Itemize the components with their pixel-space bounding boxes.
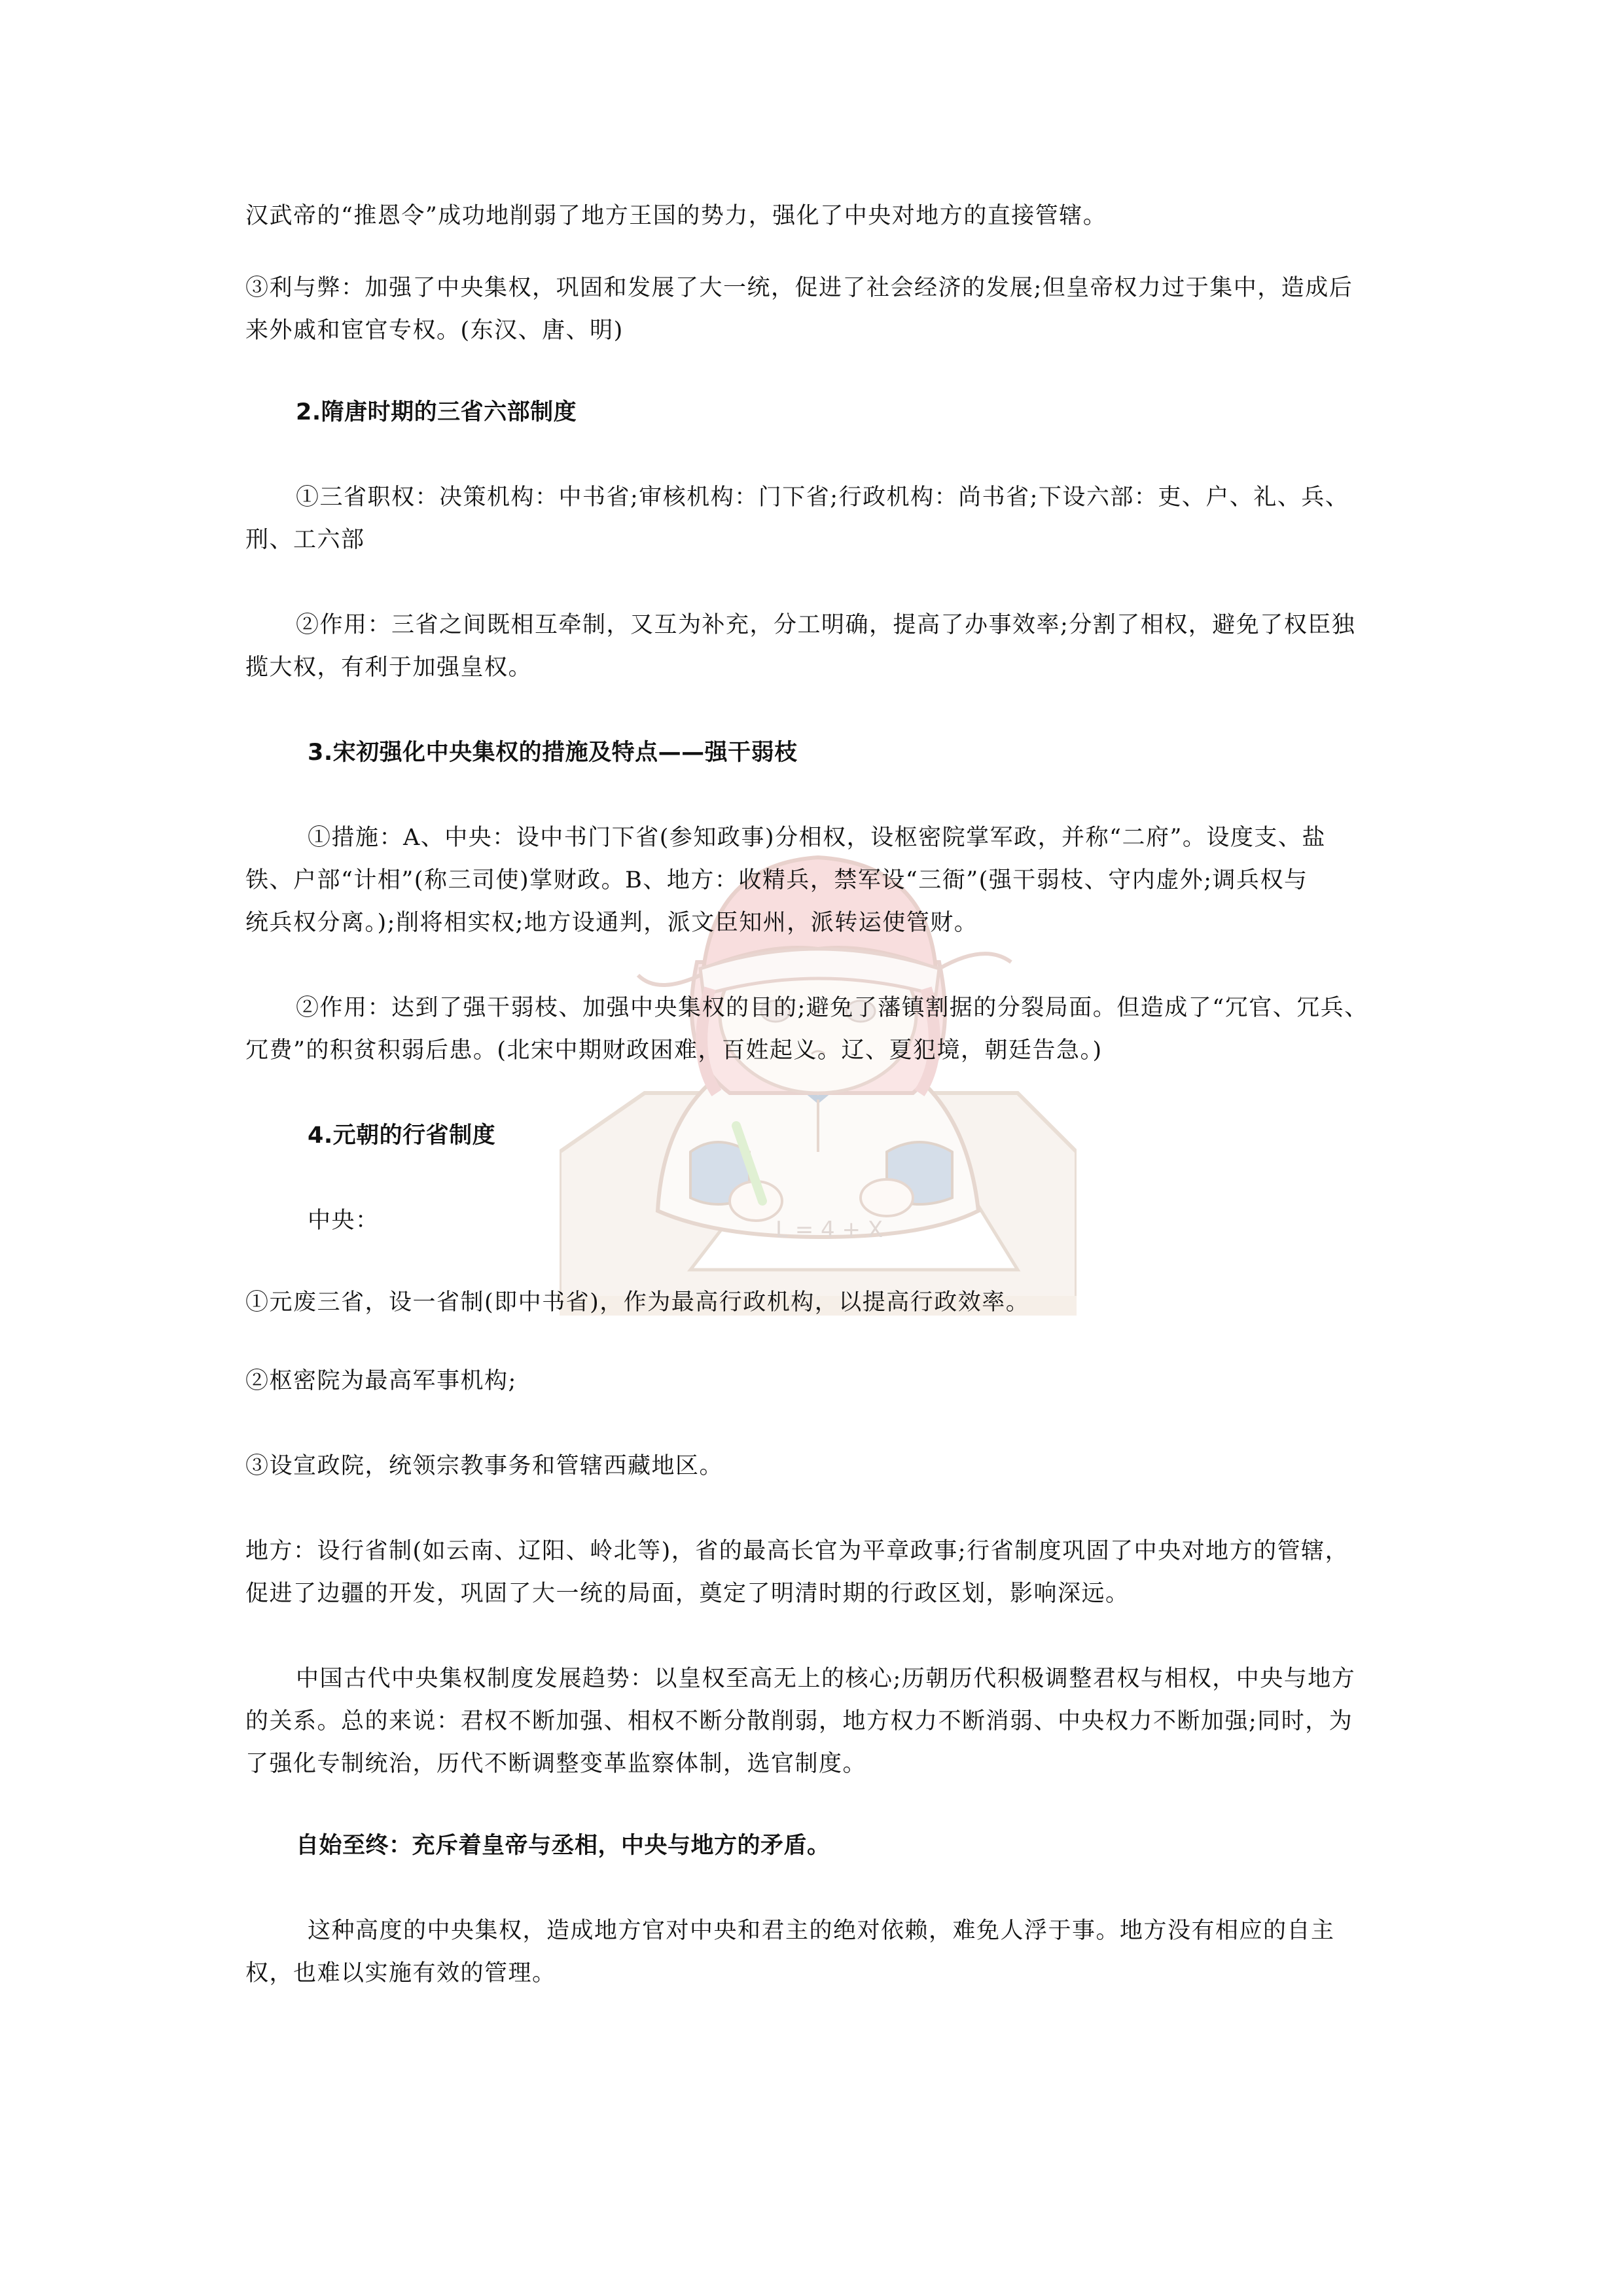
paragraph-song-function: ②作用：达到了强干弱枝、加强中央集权的目的;避免了藩镇割据的分裂局面。但造成了“冗官、冗兵、 [296,995,1368,1021]
paragraph-conclusion: 这种高度的中央集权，造成地方官对中央和君主的绝对依赖，难免人浮于事。地方没有相应的自主 [308,1918,1335,1944]
paragraph-measures-cont-2: 统兵权分离。);削将相实权;地方设通判，派文臣知州，派转运使管财。 [245,910,978,936]
paragraph-function: ②作用：三省之间既相互牵制，又互为补充，分工明确，提高了办事效率;分割了相权，避免了权臣独 [296,612,1356,638]
paragraph-measures-cont-1: 铁、户部“计相”(称三司使)掌财政。B、地方：收精兵，禁军设“三衙”(强干弱枝、守内虚外;调兵权与 [245,867,1308,893]
paragraph-trend-cont-1: 的关系。总的来说：君权不断加强、相权不断分散削弱，地方权力不断消弱、中央权力不断加强;同时，为 [245,1708,1353,1734]
paragraph-central-label: 中央： [308,1208,380,1234]
paragraph-yuan-two: ②枢密院为最高军事机构; [245,1368,517,1394]
paragraph-conclusion-cont: 权，也难以实施有效的管理。 [245,1960,556,1986]
paragraph-tuienling: 汉武帝的“推恩令”成功地削弱了地方王国的势力，强化了中央对地方的直接管辖。 [245,203,1107,229]
heading-sui-tang: 2.隋唐时期的三省六部制度 [296,399,577,425]
paragraph-measures: ①措施：A、中央：设中书门下省(参知政事)分相权，设枢密院掌军政，并称“二府”。设度支、盐 [308,825,1326,851]
paragraph-trend-cont-2: 了强化专制统治，历代不断调整变革监察体制，选官制度。 [245,1751,867,1777]
paragraph-song-function-cont: 冗费”的积贫积弱后患。(北宋中期财政困难，百姓起义。辽、夏犯境，朝廷告急。) [245,1037,1103,1064]
paragraph-yuan-three: ③设宣政院，统领宗教事务和管辖西藏地区。 [245,1453,724,1479]
paragraph-local: 地方：设行省制(如云南、辽阳、岭北等)，省的最高长官为平章政事;行省制度巩固了中央对地方的管辖， [245,1538,1349,1564]
svg-text:L = 4 + X: L = 4 + X [776,1217,883,1243]
paragraph-three-departments: ①三省职权：决策机构：中书省;审核机构：门下省;行政机构：尚书省;下设六部：吏、户、礼、兵、 [296,484,1349,511]
heading-song: 3.宋初强化中央集权的措施及特点——强干弱枝 [308,740,798,766]
paragraph-yuan-one: ①元废三省，设一省制(即中书省)，作为最高行政机构，以提高行政效率。 [245,1289,1030,1316]
paragraph-pros-cons: ③利与弊：加强了中央集权，巩固和发展了大一统，促进了社会经济的发展;但皇帝权力过于集中，造成后 [245,275,1353,301]
paragraph-function-cont: 揽大权，有利于加强皇权。 [245,655,533,681]
paragraph-trend: 中国古代中央集权制度发展趋势：以皇权至高无上的核心;历朝历代积极调整君权与相权，中央与地方 [296,1666,1356,1692]
paragraph-conflict-summary: 自始至终：充斥着皇帝与丞相，中央与地方的矛盾。 [296,1833,830,1859]
paragraph-local-cont: 促进了边疆的开发，巩固了大一统的局面，奠定了明清时期的行政区划，影响深远。 [245,1581,1130,1607]
heading-yuan: 4.元朝的行省制度 [308,1122,496,1149]
paragraph-three-departments-cont: 刑、工六部 [245,527,365,553]
paragraph-pros-cons-cont: 来外戚和宦官专权。(东汉、唐、明) [245,317,624,344]
